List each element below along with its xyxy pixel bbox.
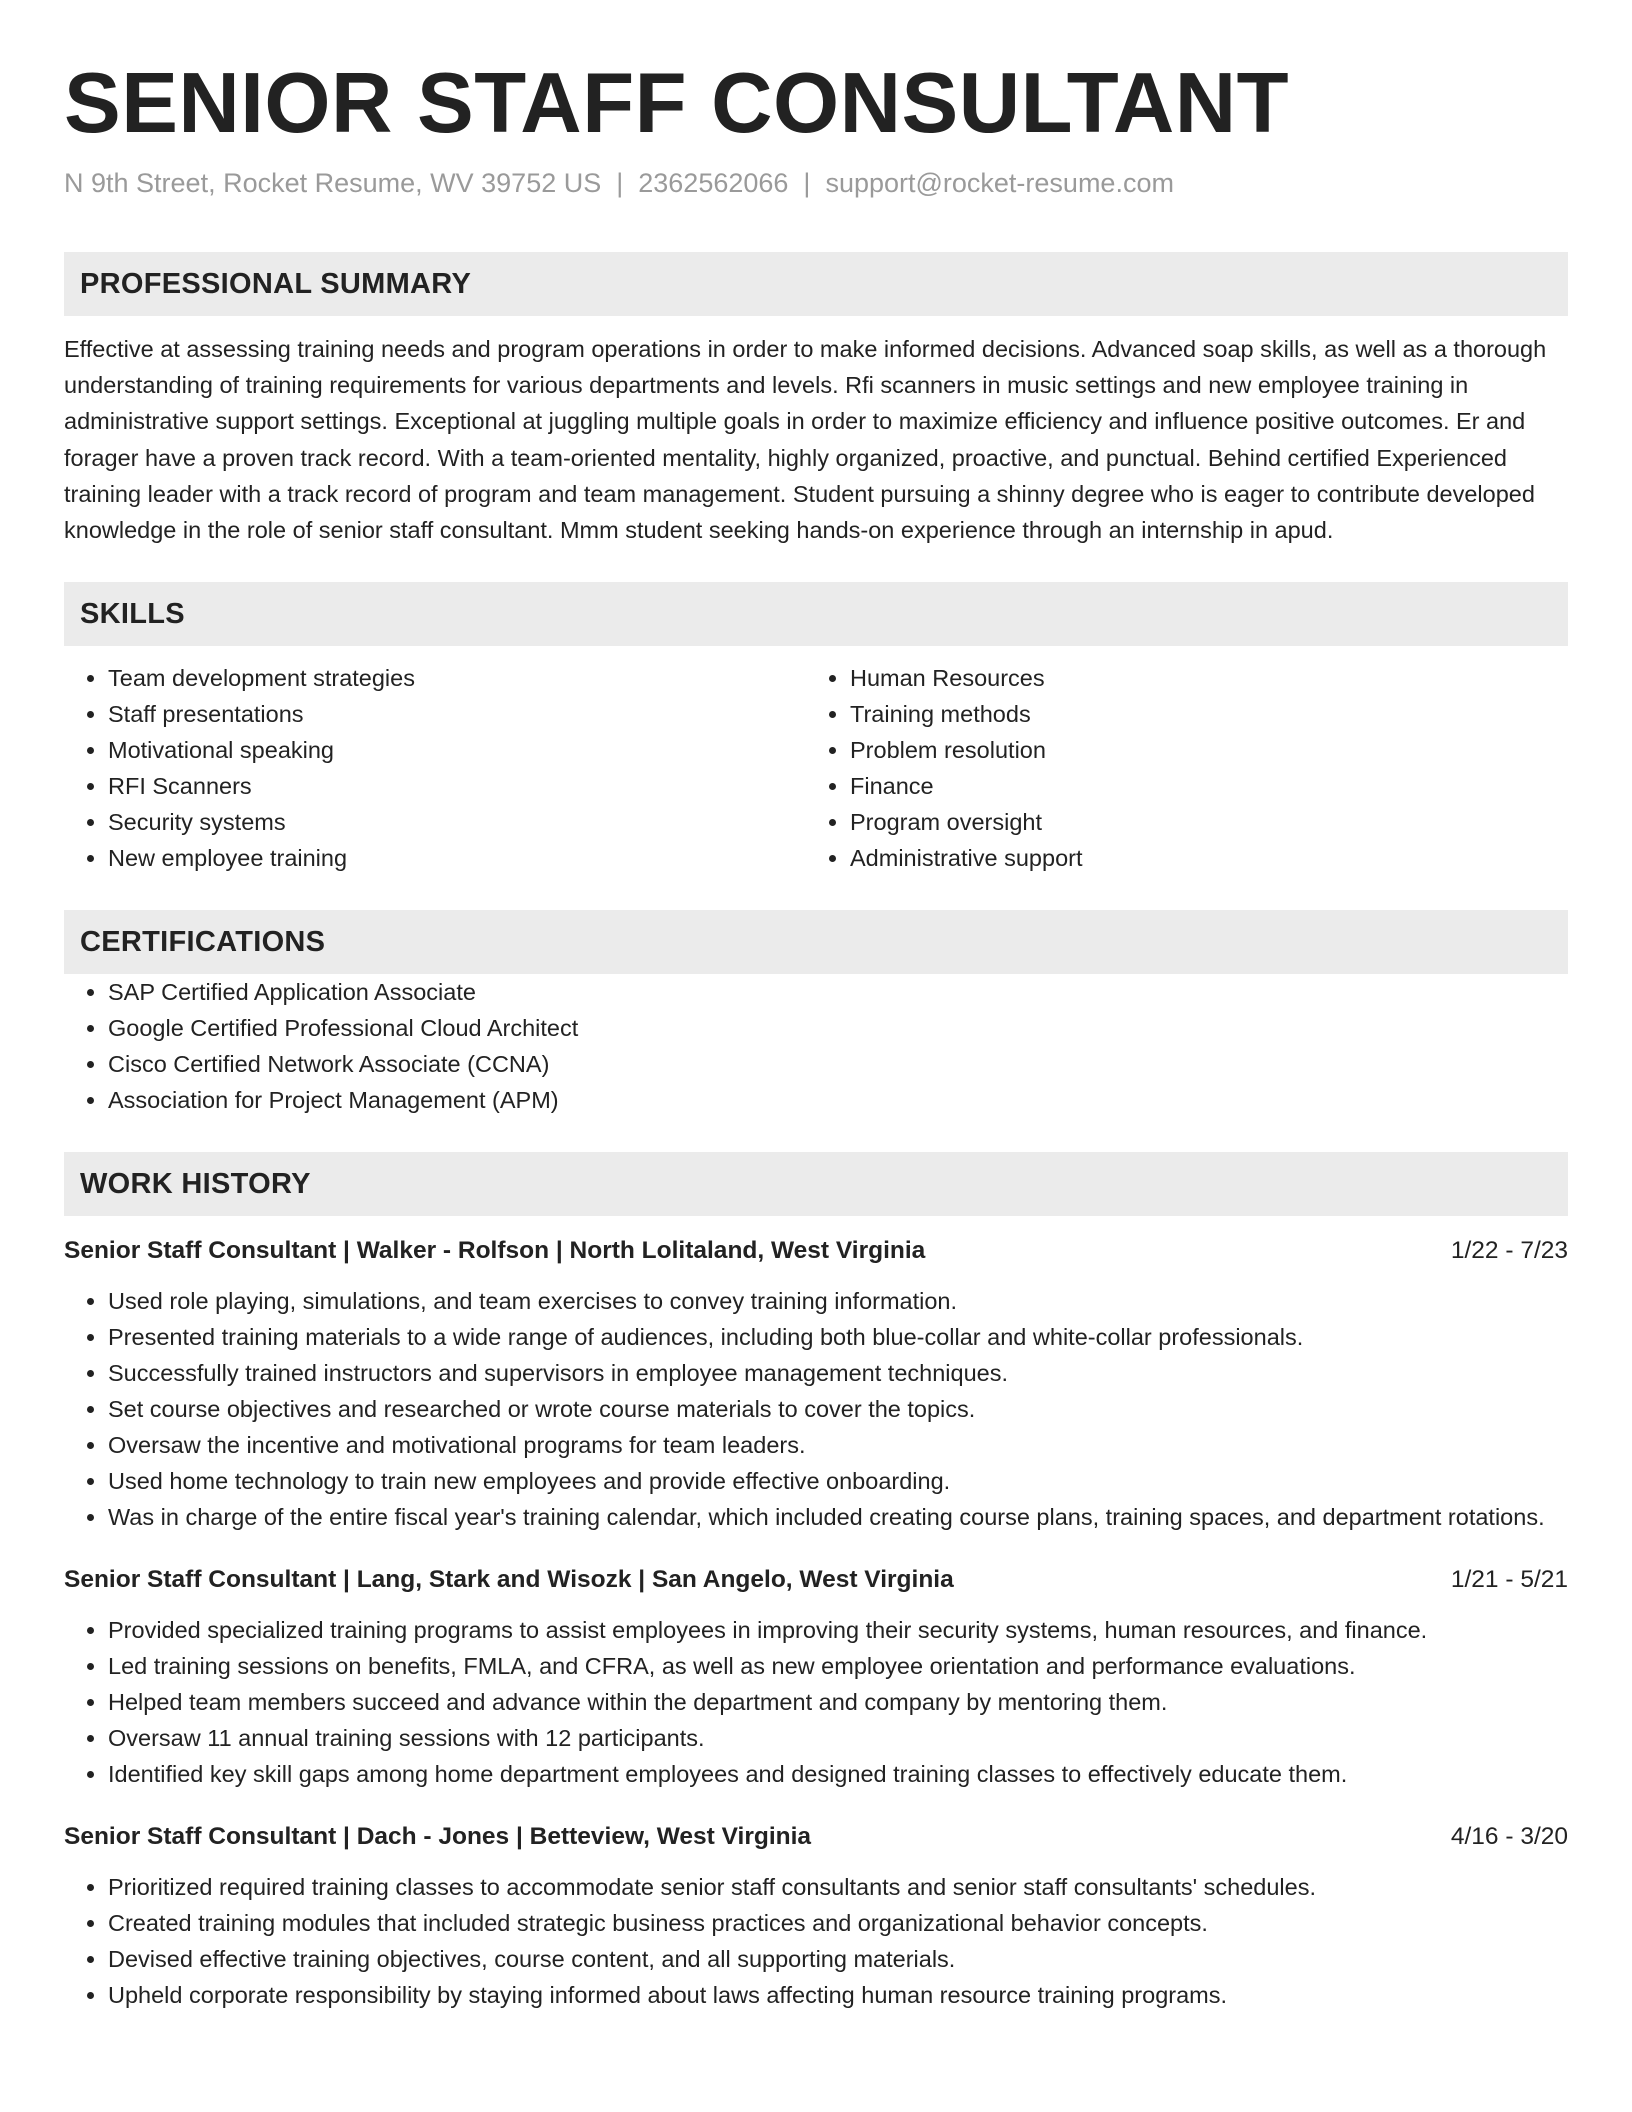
job-header — [64, 1563, 1568, 1597]
skill-item: • Human Resources — [850, 660, 1548, 696]
certification-item: • Association for Project Management (APM) — [108, 1082, 1568, 1118]
resume-name: SENIOR STAFF CONSULTANT — [64, 56, 1290, 151]
skill-item: • Administrative support — [850, 840, 1548, 876]
skills-column-left — [64, 660, 806, 876]
skill-item: • Team development strategies — [108, 660, 806, 696]
contact-separator: | — [616, 168, 624, 198]
job-entry — [64, 1563, 1568, 1792]
skill-item: • Program oversight — [850, 804, 1548, 840]
contact-separator: | — [803, 168, 811, 198]
job-bullet: • Upheld corporate responsibility by staying informed about laws affecting human resource training programs. — [108, 1977, 1568, 2013]
job-bullets — [64, 1283, 1568, 1535]
job-bullet: • Oversaw the incentive and motivational programs for team leaders. — [108, 1427, 1568, 1463]
section-header-skills: SKILLS — [64, 582, 1568, 646]
job-bullet: • Devised effective training objectives, course content, and all supporting materials. — [108, 1941, 1568, 1977]
job-title: Senior Staff Consultant | Dach - Jones | Betteview, West Virginia — [64, 1823, 812, 1851]
job-bullets — [64, 1612, 1568, 1792]
job-title: Senior Staff Consultant | Lang, Stark and Wisozk | San Angelo, West Virginia — [64, 1566, 954, 1594]
certification-item: • SAP Certified Application Associate — [108, 974, 1568, 1010]
job-bullet: • Provided specialized training programs to assist employees in improving their security systems, human resources, and finance. — [108, 1612, 1568, 1648]
job-bullet: • Oversaw 11 annual training sessions with 12 participants. — [108, 1720, 1568, 1756]
job-dates: 4/16 - 3/20 — [1450, 1823, 1568, 1851]
job-bullet: • Successfully trained instructors and supervisors in employee management techniques. — [108, 1355, 1568, 1391]
job-header — [64, 1820, 1568, 1854]
section-header-summary: PROFESSIONAL SUMMARY — [64, 252, 1568, 316]
skills-column-right — [806, 660, 1548, 876]
skill-item: • Problem resolution — [850, 732, 1548, 768]
contact-address: N 9th Street, Rocket Resume, WV 39752 US — [64, 168, 602, 198]
section-header-certifications: CERTIFICATIONS — [64, 910, 1568, 974]
job-entry — [64, 1820, 1568, 2013]
contact-line — [64, 166, 1568, 200]
job-dates: 1/21 - 5/21 — [1450, 1566, 1568, 1594]
job-bullet: • Presented training materials to a wide range of audiences, including both blue-collar and white-collar professionals. — [108, 1319, 1568, 1355]
summary-text: Effective at assessing training needs and program operations in order to make informed decisions. Advanced soap skills, as well as a thorough understanding of training requirements for various departments and levels. Rfi scanners in music settings and new employee training in administrative support settings. Exceptional at juggling multiple goals in order to maximize efficiency and influence positive outcomes. Er and forager have a proven track record. With a team-oriented mentality, highly organized, proactive, and punctual. Behind certified Experienced training leader with a track record of program and team management. Student pursuing a shinny degree who is eager to contribute developed knowledge in the role of senior staff consultant. Mmm student seeking hands-on experience through an internship in apud. — [64, 336, 1547, 544]
job-bullet: • Created training modules that included strategic business practices and organizational behavior concepts. — [108, 1905, 1568, 1941]
job-bullet: • Prioritized required training classes to accommodate senior staff consultants and senior staff consultants' schedules. — [108, 1869, 1568, 1905]
section-header-work-history: WORK HISTORY — [64, 1152, 1568, 1216]
job-bullet: • Used role playing, simulations, and team exercises to convey training information. — [108, 1283, 1568, 1319]
skill-item: • Finance — [850, 768, 1548, 804]
job-title: Senior Staff Consultant | Walker - Rolfson | North Lolitaland, West Virginia — [64, 1237, 926, 1265]
contact-email: support@rocket-resume.com — [825, 168, 1174, 198]
skill-item: • Security systems — [108, 804, 806, 840]
certification-item: • Google Certified Professional Cloud Architect — [108, 1010, 1568, 1046]
job-bullet: • Helped team members succeed and advance within the department and company by mentoring them. — [108, 1684, 1568, 1720]
skill-item: • Training methods — [850, 696, 1548, 732]
skill-item: • New employee training — [108, 840, 806, 876]
certifications-list — [64, 974, 1568, 1118]
certification-item: • Cisco Certified Network Associate (CCNA) — [108, 1046, 1568, 1082]
job-bullet: • Was in charge of the entire fiscal year's training calendar, which included creating course plans, training spaces, and department rotations. — [108, 1499, 1568, 1535]
job-dates: 1/22 - 7/23 — [1450, 1237, 1568, 1265]
job-bullet: • Used home technology to train new employees and provide effective onboarding. — [108, 1463, 1568, 1499]
job-bullets — [64, 1869, 1568, 2013]
job-entry — [64, 1234, 1568, 1535]
skill-item: • RFI Scanners — [108, 768, 806, 804]
skill-item: • Motivational speaking — [108, 732, 806, 768]
skill-item: • Staff presentations — [108, 696, 806, 732]
job-header — [64, 1234, 1568, 1268]
skills-list — [64, 660, 1568, 876]
job-bullet: • Set course objectives and researched or wrote course materials to cover the topics. — [108, 1391, 1568, 1427]
job-bullet: • Identified key skill gaps among home department employees and designed training classes to effectively educate them. — [108, 1756, 1568, 1792]
contact-phone: 2362562066 — [638, 168, 789, 198]
job-bullet: • Led training sessions on benefits, FMLA, and CFRA, as well as new employee orientation and performance evaluations. — [108, 1648, 1568, 1684]
